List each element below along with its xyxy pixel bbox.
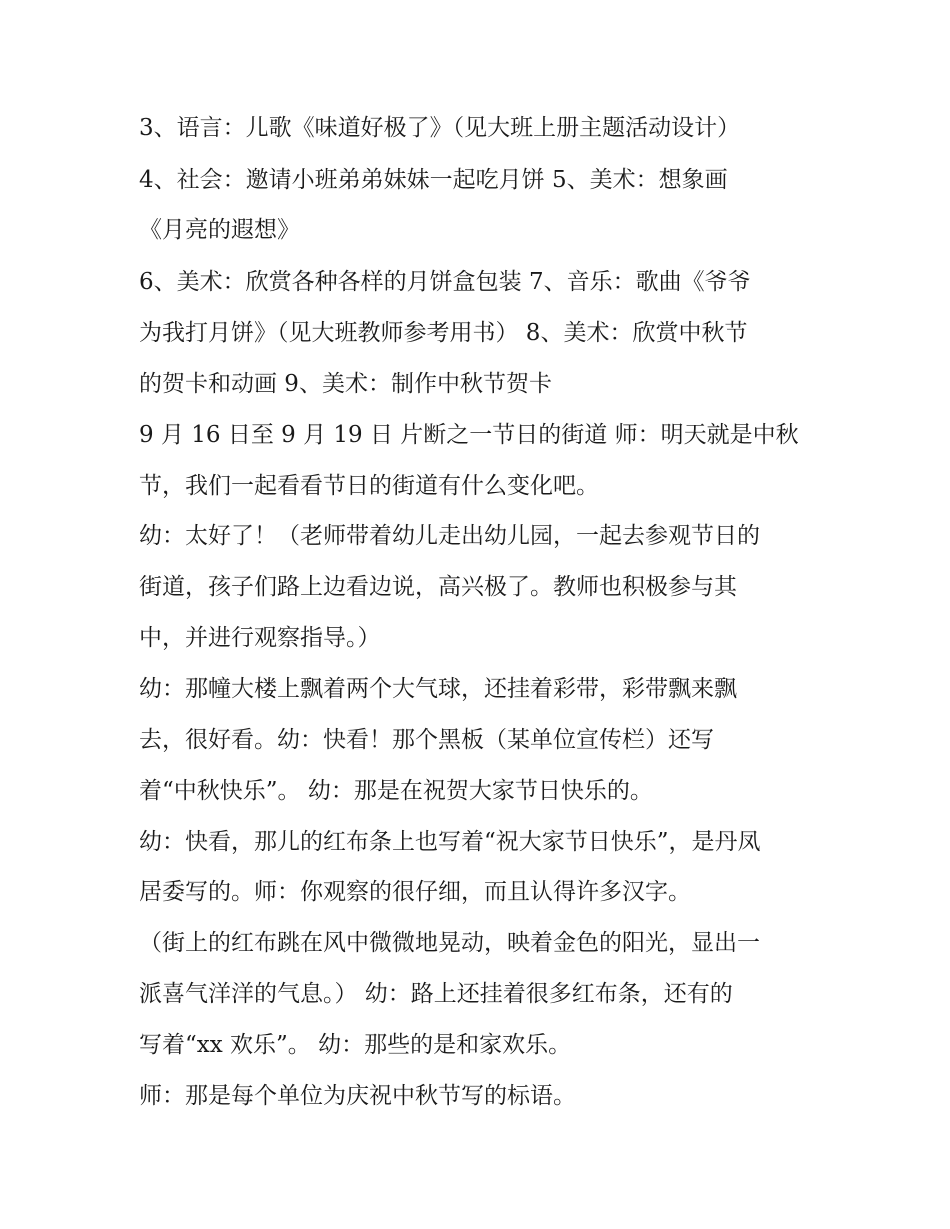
- text-line-16: 居委写的。师：你观察的很仔细，而且认得许多汉字。: [139, 879, 691, 905]
- text-line-7: 9 月 16 日至 9 月 19 日 片断之一节日的街道 师：明天就是中秋: [139, 422, 799, 448]
- text-line-2: 4、社会：邀请小班弟弟妹妹一起吃月饼 5、美术：想象画: [139, 167, 728, 193]
- text-line-1: 3、语言：儿歌《味道好极了》（见大班上册主题活动设计）: [139, 115, 741, 141]
- text-line-19: 写着“xx 欢乐”。 幼：那些的是和家欢乐。: [139, 1032, 572, 1058]
- text-line-11: 中，并进行观察指导。）: [139, 625, 381, 651]
- text-line-9: 幼：太好了！（老师带着幼儿走出幼儿园，一起去参观节日的: [139, 523, 760, 549]
- text-line-14: 着“中秋快乐”。 幼：那是在祝贺大家节日快乐的。: [139, 778, 653, 804]
- text-line-18: 派喜气洋洋的气息。） 幼：路上还挂着很多红布条，还有的: [139, 981, 733, 1007]
- text-line-15: 幼：快看，那儿的红布条上也写着“祝大家节日快乐”，是丹凤: [139, 829, 761, 855]
- text-line-13: 去，很好看。幼：快看！那个黑板（某单位宣传栏）还写: [139, 727, 714, 753]
- text-line-5: 为我打月饼》（见大班教师参考用书） 8、美术：欣赏中秋节: [139, 320, 748, 346]
- text-line-20: 师：那是每个单位为庆祝中秋节写的标语。: [139, 1083, 576, 1109]
- text-line-8: 节，我们一起看看节日的街道有什么变化吧。: [139, 473, 599, 499]
- text-line-4: 6、美术：欣赏各种各样的月饼盒包装 7、音乐：歌曲《爷爷: [139, 269, 751, 295]
- text-line-17: （街上的红布跳在风中微微地晃动，映着金色的阳光，显出一: [139, 930, 760, 956]
- text-line-3: 《月亮的遐想》: [139, 217, 300, 243]
- text-line-10: 街道，孩子们路上边看边说，高兴极了。教师也积极参与其: [139, 574, 737, 600]
- text-line-12: 幼：那幢大楼上飘着两个大气球，还挂着彩带，彩带飘来飘: [139, 676, 737, 702]
- text-line-6: 的贺卡和动画 9、美术：制作中秋节贺卡: [139, 371, 552, 397]
